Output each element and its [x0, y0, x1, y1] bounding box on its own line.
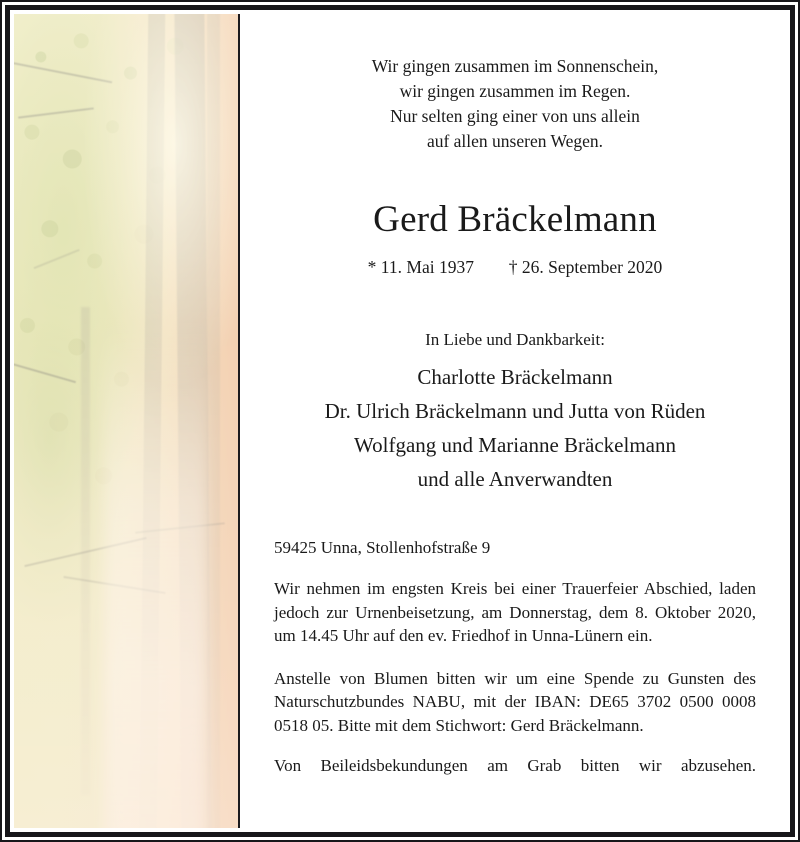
mourner-name: Charlotte Bräckelmann: [417, 365, 613, 390]
poem-line: Wir gingen zusammen im Sonnenschein,: [371, 56, 659, 76]
deceased-name: Gerd Bräckelmann: [373, 199, 657, 240]
memorial-photo-column: [14, 14, 240, 828]
birth-date: * 11. Mai 1937: [367, 256, 474, 277]
mourners-intro: In Liebe und Dankbarkeit:: [425, 329, 605, 349]
obituary-frame-inner-border: [5, 5, 795, 837]
obituary-text-column: [240, 14, 786, 828]
condolences-note: Von Beileidsbekundungen am Grab bitten wir abzusehen.: [274, 756, 756, 776]
mourner-name: Dr. Ulrich Bräckelmann und Jutta von Rüden: [324, 399, 706, 424]
mourners-block: [274, 330, 756, 496]
obituary-notice: [14, 14, 786, 828]
poem-line: Nur selten ging einer von uns allein: [390, 106, 640, 126]
donation-request-paragraph: Anstelle von Blumen bitten wir um eine Spende zu Gunsten des Naturschutzbundes NABU, mit der IBAN: DE65 3702 0500 0008 0518 05. Bitte mit dem Stichwort: Gerd Bräckelmann.: [274, 668, 756, 735]
death-date: † 26. September 2020: [508, 256, 663, 277]
family-address: 59425 Unna, Stollenhofstraße 9: [274, 538, 491, 558]
poem-line: wir gingen zusammen im Regen.: [399, 81, 631, 101]
mourner-name: Wolfgang und Marianne Bräckelmann: [354, 433, 676, 458]
funeral-details-paragraph: Wir nehmen im engsten Kreis bei einer Trauerfeier Abschied, laden jedoch zur Urnenbeisetzung, am Donnerstag, dem 8. Oktober 2020, um 14.45 Uhr auf den ev. Friedhof in Unna-Lünern ein.: [274, 579, 756, 646]
mourner-name: und alle Anverwandten: [417, 467, 613, 492]
photo-faded-overlay: [14, 14, 238, 828]
poem-line: auf allen unseren Wegen.: [426, 131, 604, 151]
memorial-poem: [274, 54, 756, 154]
autumn-forest-photo: [14, 14, 238, 828]
life-dates: [274, 257, 756, 278]
